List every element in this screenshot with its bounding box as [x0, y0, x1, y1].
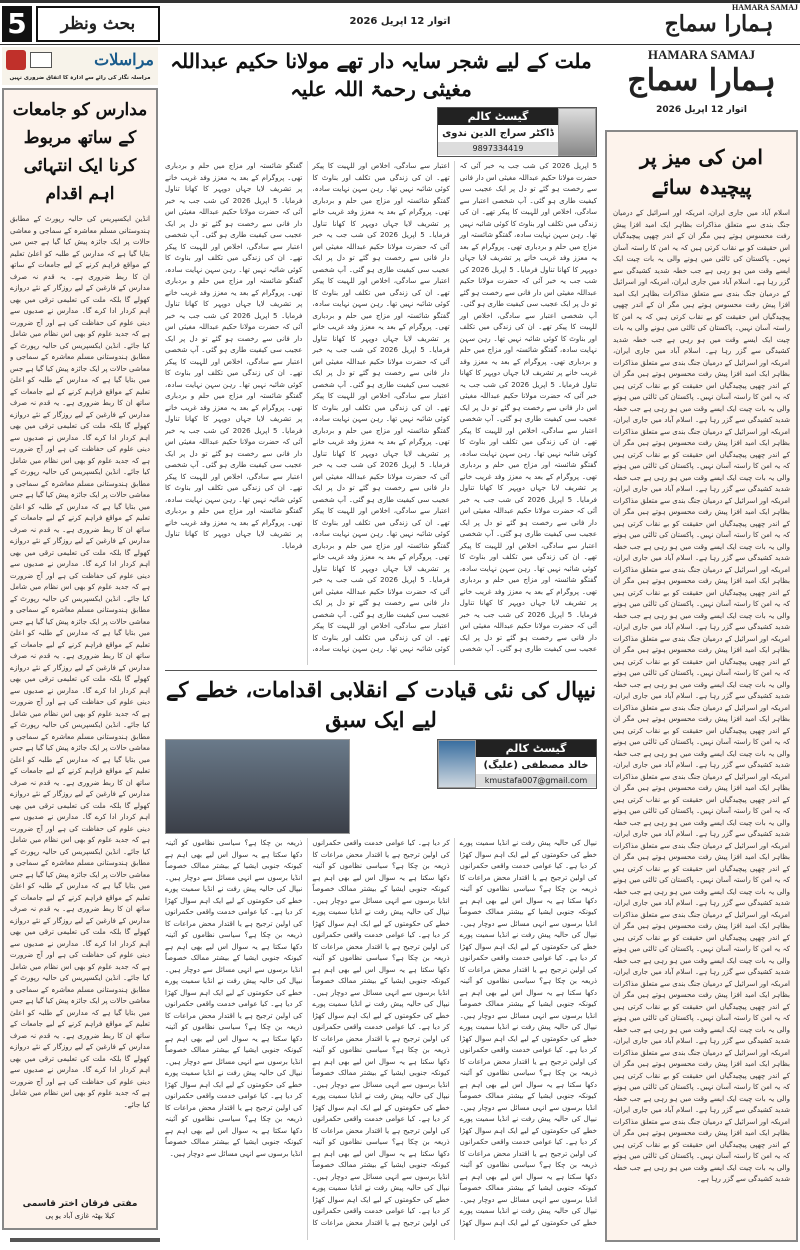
letters-banner [2, 47, 158, 85]
top-article-headline-text: ملت کے لیے شجر سایہ دار تھے مولانا حکیم عبداللہ مغیثی رحمۃ اللہ علیہ [170, 49, 592, 101]
guest-column-label: گیسٹ کالم [438, 108, 558, 125]
left-article-author-place: کیلا بھٹہ غازی آباد یو پی [45, 1212, 115, 1220]
editorial-box [605, 130, 798, 1242]
envelope-pen-icon [30, 52, 52, 68]
nepal-guest-column-box [437, 739, 597, 789]
left-article-box [2, 88, 158, 1230]
page-footer-bar [10, 1238, 160, 1242]
page-number: 5 [2, 6, 32, 42]
mailbox-icon [6, 50, 26, 70]
header-date: اتوار 12 اپریل 2026 [349, 16, 451, 27]
author-photo [558, 108, 596, 156]
editorial-headline: امن کی میز پر پیچیدہ سائے [640, 145, 763, 199]
editorial-logo [605, 47, 798, 127]
top-article-contact: 9897334419 [438, 142, 558, 155]
nepal-article-author: خالد مصطفی (علیگ) [483, 760, 589, 771]
letters-title: مراسلات [94, 50, 154, 69]
article-divider [165, 670, 597, 671]
section-title: بحث ونظر [36, 6, 160, 42]
logo-urdu: ہمارا سماج [664, 11, 774, 37]
letters-note: مراسلہ نگار کی رائے سے ادارہ کا اتفاق ضروری نہیں [9, 75, 151, 81]
left-article-headline: مدارس کو جامعات کے ساتھ مربوط کرنا ایک انتہائی اہم اقدام [12, 100, 148, 204]
author-photo [438, 740, 476, 788]
logo-english: HAMARA SAMAJ [647, 47, 756, 62]
nepal-article [165, 675, 597, 1240]
logo-english: HAMARA SAMAJ [732, 3, 798, 12]
guest-column-label: گیسٹ کالم [476, 740, 596, 757]
nepal-article-headline-text: نیپال کی نئی قیادت کے انقلابی اقدامات، خطے کے لیے ایک سبق [166, 677, 596, 732]
top-article [165, 47, 597, 665]
logo-urdu: ہمارا سماج [627, 63, 776, 98]
top-guest-row [165, 107, 597, 157]
top-article-author: ڈاکٹر سراج الدین ندوی [442, 128, 554, 139]
left-article-body: انڈین ایکسپریس کی حالیہ رپورٹ کے مطابق ہندوستانی مسلم معاشرہ کے سماجی و معاشی حالات پر ایک جائزہ پیش کیا گیا ہے جس میں بتایا گیا ہے کہ مدارس کے طلبہ کو اعلیٰ تعلیم کے مواقع فراہم کرنے کے لیے جامعات کے ساتھ ان کا ربط ضروری ہے۔ یہ قدم نہ صرف مدارس کے فارغین کے لیے روزگار کے نئے دروازے کھولے گا بلکہ ملت کی تعلیمی ترقی میں بھی اہم کردار ادا کرے گا۔ مدارس نے صدیوں سے دینی علوم کی حفاظت کی ہے اور آج ضرورت ہے کہ جدید علوم کو بھی اس نظام میں شامل کیا جائے۔ انڈین ایکسپریس کی حالیہ رپورٹ کے مطابق ہندوستانی مسلم معاشرہ کے سماجی و معاشی حالات پر ایک جائزہ پیش کیا گیا ہے جس میں بتایا گیا ہے کہ مدارس کے طلبہ کو اعلیٰ تعلیم کے مواقع فراہم کرنے کے لیے جامعات کے ساتھ ان کا ربط ضروری ہے۔ یہ قدم نہ صرف مدارس کے فارغین کے لیے روزگار کے نئے دروازے کھولے گا بلکہ ملت کی تعلیمی ترقی میں بھی اہم کردار ادا کرے گا۔ مدارس نے صدیوں سے دینی علوم کی حفاظت کی ہے اور آج ضرورت ہے کہ جدید علوم کو بھی اس نظام میں شامل کیا جائے۔ انڈین ایکسپریس کی حالیہ رپورٹ کے مطابق ہندوستانی مسلم معاشرہ کے سماجی و معاشی حالات پر ایک جائزہ پیش کیا گیا ہے جس میں بتایا گیا ہے کہ مدارس کے طلبہ کو اعلیٰ تعلیم کے مواقع فراہم کرنے کے لیے جامعات کے ساتھ ان کا ربط ضروری ہے۔ یہ قدم نہ صرف مدارس کے فارغین کے لیے روزگار کے نئے دروازے کھولے گا بلکہ ملت کی تعلیمی ترقی میں بھی اہم کردار ادا کرے گا۔ مدارس نے صدیوں سے دینی علوم کی حفاظت کی ہے اور آج ضرورت ہے کہ جدید علوم کو بھی اس نظام میں شامل کیا جائے۔ انڈین ایکسپریس کی حالیہ رپورٹ کے مطابق ہندوستانی مسلم معاشرہ کے سماجی و معاشی حالات پر ایک جائزہ پیش کیا گیا ہے جس میں بتایا گیا ہے کہ مدارس کے طلبہ کو اعلیٰ تعلیم کے مواقع فراہم کرنے کے لیے جامعات کے ساتھ ان کا ربط ضروری ہے۔ یہ قدم نہ صرف مدارس کے فارغین کے لیے روزگار کے نئے دروازے کھولے گا بلکہ ملت کی تعلیمی ترقی میں بھی اہم کردار ادا کرے گا۔ مدارس نے صدیوں سے دینی علوم کی حفاظت کی ہے اور آج ضرورت ہے کہ جدید علوم کو بھی اس نظام میں شامل کیا جائے۔ انڈین ایکسپریس کی حالیہ رپورٹ کے مطابق ہندوستانی مسلم معاشرہ کے سماجی و معاشی حالات پر ایک جائزہ پیش کیا گیا ہے جس میں بتایا گیا ہے کہ مدارس کے طلبہ کو اعلیٰ تعلیم کے مواقع فراہم کرنے کے لیے جامعات کے ساتھ ان کا ربط ضروری ہے۔ یہ قدم نہ صرف مدارس کے فارغین کے لیے روزگار کے نئے دروازے کھولے گا بلکہ ملت کی تعلیمی ترقی میں بھی اہم کردار ادا کرے گا۔ مدارس نے صدیوں سے دینی علوم کی حفاظت کی ہے اور آج ضرورت ہے کہ جدید علوم کو بھی اس نظام میں شامل کیا جائے۔ انڈین ایکسپریس کی حالیہ رپورٹ کے مطابق ہندوستانی مسلم معاشرہ کے سماجی و معاشی حالات پر ایک جائزہ پیش کیا گیا ہے جس میں بتایا گیا ہے کہ مدارس کے طلبہ کو اعلیٰ تعلیم کے مواقع فراہم کرنے کے لیے جامعات کے ساتھ ان کا ربط ضروری ہے۔ یہ قدم نہ صرف مدارس کے فارغین کے لیے روزگار کے نئے دروازے کھولے گا بلکہ ملت کی تعلیمی ترقی میں بھی اہم کردار ادا کرے گا۔ مدارس نے صدیوں سے دینی علوم کی حفاظت کی ہے اور آج ضرورت ہے کہ جدید علوم کو بھی اس نظام میں شامل کیا جائے۔ انڈین ایکسپریس کی حالیہ رپورٹ کے مطابق ہندوستانی مسلم معاشرہ کے سماجی و معاشی حالات پر ایک جائزہ پیش کیا گیا ہے جس میں بتایا گیا ہے کہ مدارس کے طلبہ کو اعلیٰ تعلیم کے مواقع فراہم کرنے کے لیے جامعات کے ساتھ ان کا ربط ضروری ہے۔ یہ قدم نہ صرف مدارس کے فارغین کے لیے روزگار کے نئے دروازے کھولے گا بلکہ ملت کی تعلیمی ترقی میں بھی اہم کردار ادا کرے گا۔ مدارس نے صدیوں سے دینی علوم کی حفاظت کی ہے اور آج ضرورت ہے کہ جدید علوم کو بھی اس نظام میں شامل کیا جائے۔ [10, 215, 150, 1109]
header-logo [640, 3, 798, 43]
editorial-body: اسلام آباد میں جاری ایران، امریکہ اور اسرائیل کے درمیان جنگ بندی سے متعلق مذاکرات بظاہر ایک امید افزا پیش رفت محسوس ہوتے ہیں مگر ان کے اندر چھپی پیچیدگیاں اس حقیقت کو بے نقاب کرتی ہیں کہ یہ امن کا راستہ آسان نہیں۔ پاکستان کی ثالثی میں ہونے والی یہ بات چیت ایک ایسے وقت میں ہو رہی ہے جب خطہ شدید کشیدگی سے گزر رہا ہے۔ اسلام آباد میں جاری ایران، امریکہ اور اسرائیل کے درمیان جنگ بندی سے متعلق مذاکرات بظاہر ایک امید افزا پیش رفت محسوس ہوتے ہیں مگر ان کے اندر چھپی پیچیدگیاں اس حقیقت کو بے نقاب کرتی ہیں کہ یہ امن کا راستہ آسان نہیں۔ پاکستان کی ثالثی میں ہونے والی یہ بات چیت ایک ایسے وقت میں ہو رہی ہے جب خطہ شدید کشیدگی سے گزر رہا ہے۔ اسلام آباد میں جاری ایران، امریکہ اور اسرائیل کے درمیان جنگ بندی سے متعلق مذاکرات بظاہر ایک امید افزا پیش رفت محسوس ہوتے ہیں مگر ان کے اندر چھپی پیچیدگیاں اس حقیقت کو بے نقاب کرتی ہیں کہ یہ امن کا راستہ آسان نہیں۔ پاکستان کی ثالثی میں ہونے والی یہ بات چیت ایک ایسے وقت میں ہو رہی ہے جب خطہ شدید کشیدگی سے گزر رہا ہے۔ اسلام آباد میں جاری ایران، امریکہ اور اسرائیل کے درمیان جنگ بندی سے متعلق مذاکرات بظاہر ایک امید افزا پیش رفت محسوس ہوتے ہیں مگر ان کے اندر چھپی پیچیدگیاں اس حقیقت کو بے نقاب کرتی ہیں کہ یہ امن کا راستہ آسان نہیں۔ پاکستان کی ثالثی میں ہونے والی یہ بات چیت ایک ایسے وقت میں ہو رہی ہے جب خطہ شدید کشیدگی سے گزر رہا ہے۔ اسلام آباد میں جاری ایران، امریکہ اور اسرائیل کے درمیان جنگ بندی سے متعلق مذاکرات بظاہر ایک امید افزا پیش رفت محسوس ہوتے ہیں مگر ان کے اندر چھپی پیچیدگیاں اس حقیقت کو بے نقاب کرتی ہیں کہ یہ امن کا راستہ آسان نہیں۔ پاکستان کی ثالثی میں ہونے والی یہ بات چیت ایک ایسے وقت میں ہو رہی ہے جب خطہ شدید کشیدگی سے گزر رہا ہے۔ اسلام آباد میں جاری ایران، امریکہ اور اسرائیل کے درمیان جنگ بندی سے متعلق مذاکرات بظاہر ایک امید افزا پیش رفت محسوس ہوتے ہیں مگر ان کے اندر چھپی پیچیدگیاں اس حقیقت کو بے نقاب کرتی ہیں کہ یہ امن کا راستہ آسان نہیں۔ پاکستان کی ثالثی میں ہونے والی یہ بات چیت ایک ایسے وقت میں ہو رہی ہے جب خطہ شدید کشیدگی سے گزر رہا ہے۔ اسلام آباد میں جاری ایران، امریکہ اور اسرائیل کے درمیان جنگ بندی سے متعلق مذاکرات بظاہر ایک امید افزا پیش رفت محسوس ہوتے ہیں مگر ان کے اندر چھپی پیچیدگیاں اس حقیقت کو بے نقاب کرتی ہیں کہ یہ امن کا راستہ آسان نہیں۔ پاکستان کی ثالثی میں ہونے والی یہ بات چیت ایک ایسے وقت میں ہو رہی ہے جب خطہ شدید کشیدگی سے گزر رہا ہے۔ اسلام آباد میں جاری ایران، امریکہ اور اسرائیل کے درمیان جنگ بندی سے متعلق مذاکرات بظاہر ایک امید افزا پیش رفت محسوس ہوتے ہیں مگر ان کے اندر چھپی پیچیدگیاں اس حقیقت کو بے نقاب کرتی ہیں کہ یہ امن کا راستہ آسان نہیں۔ پاکستان کی ثالثی میں ہونے والی یہ بات چیت ایک ایسے وقت میں ہو رہی ہے جب خطہ شدید کشیدگی سے گزر رہا ہے۔ اسلام آباد میں جاری ایران، امریکہ اور اسرائیل کے درمیان جنگ بندی سے متعلق مذاکرات بظاہر ایک امید افزا پیش رفت محسوس ہوتے ہیں مگر ان کے اندر چھپی پیچیدگیاں اس حقیقت کو بے نقاب کرتی ہیں کہ یہ امن کا راستہ آسان نہیں۔ پاکستان کی ثالثی میں ہونے والی یہ بات چیت ایک ایسے وقت میں ہو رہی ہے جب خطہ شدید کشیدگی سے گزر رہا ہے۔ اسلام آباد میں جاری ایران، امریکہ اور اسرائیل کے درمیان جنگ بندی سے متعلق مذاکرات بظاہر ایک امید افزا پیش رفت محسوس ہوتے ہیں مگر ان کے اندر چھپی پیچیدگیاں اس حقیقت کو بے نقاب کرتی ہیں کہ یہ امن کا راستہ آسان نہیں۔ پاکستان کی ثالثی میں ہونے والی یہ بات چیت ایک ایسے وقت میں ہو رہی ہے جب خطہ شدید کشیدگی سے گزر رہا ہے۔ اسلام آباد میں جاری ایران، امریکہ اور اسرائیل کے درمیان جنگ بندی سے متعلق مذاکرات بظاہر ایک امید افزا پیش رفت محسوس ہوتے ہیں مگر ان کے اندر چھپی پیچیدگیاں اس حقیقت کو بے نقاب کرتی ہیں کہ یہ امن کا راستہ آسان نہیں۔ پاکستان کی ثالثی میں ہونے والی یہ بات چیت ایک ایسے وقت میں ہو رہی ہے جب خطہ شدید کشیدگی سے گزر رہا ہے۔ اسلام آباد میں جاری ایران، امریکہ اور اسرائیل کے درمیان جنگ بندی سے متعلق مذاکرات بظاہر ایک امید افزا پیش رفت محسوس ہوتے ہیں مگر ان کے اندر چھپی پیچیدگیاں اس حقیقت کو بے نقاب کرتی ہیں کہ یہ امن کا راستہ آسان نہیں۔ پاکستان کی ثالثی میں ہونے والی یہ بات چیت ایک ایسے وقت میں ہو رہی ہے جب خطہ شدید کشیدگی سے گزر رہا ہے۔ اسلام آباد میں جاری ایران، امریکہ اور اسرائیل کے درمیان جنگ بندی سے متعلق مذاکرات بظاہر ایک امید افزا پیش رفت محسوس ہوتے ہیں مگر ان کے اندر چھپی پیچیدگیاں اس حقیقت کو بے نقاب کرتی ہیں کہ یہ امن کا راستہ آسان نہیں۔ پاکستان کی ثالثی میں ہونے والی یہ بات چیت ایک ایسے وقت میں ہو رہی ہے جب خطہ شدید کشیدگی سے گزر رہا ہے۔ اسلام آباد میں جاری ایران، امریکہ اور اسرائیل کے درمیان جنگ بندی سے متعلق مذاکرات بظاہر ایک امید افزا پیش رفت محسوس ہوتے ہیں مگر ان کے اندر چھپی پیچیدگیاں اس حقیقت کو بے نقاب کرتی ہیں کہ یہ امن کا راستہ آسان نہیں۔ پاکستان کی ثالثی میں ہونے والی یہ بات چیت ایک ایسے وقت میں ہو رہی ہے جب خطہ شدید کشیدگی سے گزر رہا ہے۔ [613, 209, 790, 1183]
nepal-article-body: نیپال کی حالیہ پیش رفت نے انڈیا سمیت پورے خطے کی حکومتوں کے لیے ایک اہم سوال کھڑا کر دیا ہے۔ کیا عوامی خدمت واقعی حکمرانوں کی اولین ترجیح ہے یا اقتدار محض مراعات کا ذریعہ بن چکا ہے؟ سیاسی نظاموں کو آئینہ دکھا سکتا ہے یہ سوال اس لیے بھی اہم ہے کیونکہ جنوبی ایشیا کے بیشتر ممالک خصوصاً انڈیا برسوں سے انہی مسائل سے دوچار ہیں۔ نیپال کی حالیہ پیش رفت نے انڈیا سمیت پورے خطے کی حکومتوں کے لیے ایک اہم سوال کھڑا کر دیا ہے۔ کیا عوامی خدمت واقعی حکمرانوں کی اولین ترجیح ہے یا اقتدار محض مراعات کا ذریعہ بن چکا ہے؟ سیاسی نظاموں کو آئینہ دکھا سکتا ہے یہ سوال اس لیے بھی اہم ہے کیونکہ جنوبی ایشیا کے بیشتر ممالک خصوصاً انڈیا برسوں سے انہی مسائل سے دوچار ہیں۔ نیپال کی حالیہ پیش رفت نے انڈیا سمیت پورے خطے کی حکومتوں کے لیے ایک اہم سوال کھڑا کر دیا ہے۔ کیا عوامی خدمت واقعی حکمرانوں کی اولین ترجیح ہے یا اقتدار محض مراعات کا ذریعہ بن چکا ہے؟ سیاسی نظاموں کو آئینہ دکھا سکتا ہے یہ سوال اس لیے بھی اہم ہے کیونکہ جنوبی ایشیا کے بیشتر ممالک خصوصاً انڈیا برسوں سے انہی مسائل سے دوچار ہیں۔ نیپال کی حالیہ پیش رفت نے انڈیا سمیت پورے خطے کی حکومتوں کے لیے ایک اہم سوال کھڑا کر دیا ہے۔ کیا عوامی خدمت واقعی حکمرانوں کی اولین ترجیح ہے یا اقتدار محض مراعات کا ذریعہ بن چکا ہے؟ سیاسی نظاموں کو آئینہ دکھا سکتا ہے یہ سوال اس لیے بھی اہم ہے کیونکہ جنوبی ایشیا کے بیشتر ممالک خصوصاً انڈیا برسوں سے انہی مسائل سے دوچار ہیں۔ نیپال کی حالیہ پیش رفت نے انڈیا سمیت پورے خطے کی حکومتوں کے لیے ایک اہم سوال کھڑا کر دیا ہے۔ کیا عوامی خدمت واقعی حکمرانوں کی اولین ترجیح ہے یا اقتدار محض مراعات کا ذریعہ بن چکا ہے؟ سیاسی نظاموں کو آئینہ دکھا سکتا ہے یہ سوال اس لیے بھی اہم ہے کیونکہ جنوبی ایشیا کے بیشتر ممالک خصوصاً انڈیا برسوں سے انہی مسائل سے دوچار ہیں۔ نیپال کی حالیہ پیش رفت نے انڈیا سمیت پورے خطے کی حکومتوں کے لیے ایک اہم سوال کھڑا کر دیا ہے۔ کیا عوامی خدمت واقعی حکمرانوں کی اولین ترجیح ہے یا اقتدار محض مراعات کا ذریعہ بن چکا ہے؟ سیاسی نظاموں کو آئینہ دکھا سکتا ہے یہ سوال اس لیے بھی اہم ہے کیونکہ جنوبی ایشیا کے بیشتر ممالک خصوصاً انڈیا برسوں سے انہی مسائل سے دوچار ہیں۔ نیپال کی حالیہ پیش رفت نے انڈیا سمیت پورے خطے کی حکومتوں کے لیے ایک اہم سوال کھڑا کر دیا ہے۔ کیا عوامی خدمت واقعی حکمرانوں کی اولین ترجیح ہے یا اقتدار محض مراعات کا ذریعہ بن چکا ہے؟ سیاسی نظاموں کو آئینہ دکھا سکتا ہے یہ سوال اس لیے بھی اہم ہے کیونکہ جنوبی ایشیا کے بیشتر ممالک خصوصاً انڈیا برسوں سے انہی مسائل سے دوچار ہیں۔ نیپال کی حالیہ پیش رفت نے انڈیا سمیت پورے خطے کی حکومتوں کے لیے ایک اہم سوال کھڑا کر دیا ہے۔ کیا عوامی خدمت واقعی حکمرانوں کی اولین ترجیح ہے یا اقتدار محض مراعات کا ذریعہ بن چکا ہے؟ سیاسی نظاموں کو آئینہ دکھا سکتا ہے یہ سوال اس لیے بھی اہم ہے کیونکہ جنوبی ایشیا کے بیشتر ممالک خصوصاً انڈیا برسوں سے انہی مسائل سے دوچار ہیں۔ نیپال کی حالیہ پیش رفت نے انڈیا سمیت پورے خطے کی حکومتوں کے لیے ایک اہم سوال کھڑا کر دیا ہے۔ کیا عوامی خدمت واقعی حکمرانوں کی اولین ترجیح ہے یا اقتدار محض مراعات کا ذریعہ بن چکا ہے؟ سیاسی نظاموں کو آئینہ دکھا سکتا ہے یہ سوال اس لیے بھی اہم ہے کیونکہ جنوبی ایشیا کے بیشتر ممالک خصوصاً انڈیا برسوں سے انہی مسائل سے دوچار ہیں۔ نیپال کی حالیہ پیش رفت نے انڈیا سمیت پورے خطے کی حکومتوں کے لیے ایک اہم سوال کھڑا کر دیا ہے۔ کیا عوامی خدمت واقعی حکمرانوں کی اولین ترجیح ہے یا اقتدار محض مراعات کا ذریعہ بن چکا ہے؟ سیاسی نظاموں کو آئینہ دکھا سکتا ہے یہ سوال اس لیے بھی اہم ہے کیونکہ جنوبی ایشیا کے بیشتر ممالک خصوصاً انڈیا برسوں سے انہی مسائل سے دوچار ہیں۔ نیپال کی حالیہ پیش رفت نے انڈیا سمیت پورے خطے کی حکومتوں کے لیے ایک اہم سوال کھڑا کر دیا ہے۔ کیا عوامی خدمت واقعی حکمرانوں کی اولین ترجیح ہے یا اقتدار محض مراعات کا ذریعہ بن چکا ہے؟ سیاسی نظاموں کو آئینہ دکھا سکتا ہے یہ سوال اس لیے بھی اہم ہے کیونکہ جنوبی ایشیا کے بیشتر ممالک خصوصاً انڈیا برسوں سے انہی مسائل سے دوچار ہیں۔ نیپال کی حالیہ پیش رفت نے انڈیا سمیت پورے خطے کی حکومتوں کے لیے ایک اہم سوال کھڑا کر دیا ہے۔ کیا عوامی خدمت واقعی حکمرانوں کی اولین ترجیح ہے یا اقتدار محض مراعات کا ذریعہ بن چکا ہے؟ سیاسی نظاموں کو آئینہ دکھا سکتا ہے یہ سوال اس لیے بھی اہم ہے کیونکہ جنوبی ایشیا کے بیشتر ممالک خصوصاً انڈیا برسوں سے انہی مسائل سے دوچار ہیں۔ [165, 839, 597, 1227]
nepal-media-row [165, 739, 597, 834]
header-rule [0, 44, 800, 45]
editorial-date: اتوار 12 اپریل 2026 [656, 105, 747, 115]
nepal-article-contact: kmustafa007@gmail.com [476, 774, 596, 787]
news-photo [165, 739, 350, 834]
top-article-body: 5 اپریل 2026 کی شب جب یہ خبر آئی کہ حضرت مولانا حکیم عبداللہ مغیثی اس دار فانی سے رخصت ہو گئے تو دل پر ایک عجیب سی کیفیت طاری ہو گئی۔ آپ شخصی اعتبار سے سادگی، اخلاص اور للہیت کا پیکر تھے۔ ان کی زندگی میں تکلف اور بناوٹ کا کوئی شائبہ نہیں تھا۔ رہن سہن نہایت سادہ، گفتگو شائستہ اور مزاج میں حلم و بردباری تھی۔ پروگرام کے بعد یہ معزز وفد غریب خانے پر تشریف لایا جہاں دوپہر کا کھانا تناول فرمایا۔ 5 اپریل 2026 کی شب جب یہ خبر آئی کہ حضرت مولانا حکیم عبداللہ مغیثی اس دار فانی سے رخصت ہو گئے تو دل پر ایک عجیب سی کیفیت طاری ہو گئی۔ آپ شخصی اعتبار سے سادگی، اخلاص اور للہیت کا پیکر تھے۔ ان کی زندگی میں تکلف اور بناوٹ کا کوئی شائبہ نہیں تھا۔ رہن سہن نہایت سادہ، گفتگو شائستہ اور مزاج میں حلم و بردباری تھی۔ پروگرام کے بعد یہ معزز وفد غریب خانے پر تشریف لایا جہاں دوپہر کا کھانا تناول فرمایا۔ 5 اپریل 2026 کی شب جب یہ خبر آئی کہ حضرت مولانا حکیم عبداللہ مغیثی اس دار فانی سے رخصت ہو گئے تو دل پر ایک عجیب سی کیفیت طاری ہو گئی۔ آپ شخصی اعتبار سے سادگی، اخلاص اور للہیت کا پیکر تھے۔ ان کی زندگی میں تکلف اور بناوٹ کا کوئی شائبہ نہیں تھا۔ رہن سہن نہایت سادہ، گفتگو شائستہ اور مزاج میں حلم و بردباری تھی۔ پروگرام کے بعد یہ معزز وفد غریب خانے پر تشریف لایا جہاں دوپہر کا کھانا تناول فرمایا۔ 5 اپریل 2026 کی شب جب یہ خبر آئی کہ حضرت مولانا حکیم عبداللہ مغیثی اس دار فانی سے رخصت ہو گئے تو دل پر ایک عجیب سی کیفیت طاری ہو گئی۔ آپ شخصی اعتبار سے سادگی، اخلاص اور للہیت کا پیکر تھے۔ ان کی زندگی میں تکلف اور بناوٹ کا کوئی شائبہ نہیں تھا۔ رہن سہن نہایت سادہ، گفتگو شائستہ اور مزاج میں حلم و بردباری تھی۔ پروگرام کے بعد یہ معزز وفد غریب خانے پر تشریف لایا جہاں دوپہر کا کھانا تناول فرمایا۔ 5 اپریل 2026 کی شب جب یہ خبر آئی کہ حضرت مولانا حکیم عبداللہ مغیثی اس دار فانی سے رخصت ہو گئے تو دل پر ایک عجیب سی کیفیت طاری ہو گئی۔ آپ شخصی اعتبار سے سادگی، اخلاص اور للہیت کا پیکر تھے۔ ان کی زندگی میں تکلف اور بناوٹ کا کوئی شائبہ نہیں تھا۔ رہن سہن نہایت سادہ، گفتگو شائستہ اور مزاج میں حلم و بردباری تھی۔ پروگرام کے بعد یہ معزز وفد غریب خانے پر تشریف لایا جہاں دوپہر کا کھانا تناول فرمایا۔ 5 اپریل 2026 کی شب جب یہ خبر آئی کہ حضرت مولانا حکیم عبداللہ مغیثی اس دار فانی سے رخصت ہو گئے تو دل پر ایک عجیب سی کیفیت طاری ہو گئی۔ آپ شخصی اعتبار سے سادگی، اخلاص اور للہیت کا پیکر تھے۔ ان کی زندگی میں تکلف اور بناوٹ کا کوئی شائبہ نہیں تھا۔ رہن سہن نہایت سادہ، گفتگو شائستہ اور مزاج میں حلم و بردباری تھی۔ پروگرام کے بعد یہ معزز وفد غریب خانے پر تشریف لایا جہاں دوپہر کا کھانا تناول فرمایا۔ 5 اپریل 2026 کی شب جب یہ خبر آئی کہ حضرت مولانا حکیم عبداللہ مغیثی اس دار فانی سے رخصت ہو گئے تو دل پر ایک عجیب سی کیفیت طاری ہو گئی۔ آپ شخصی اعتبار سے سادگی، اخلاص اور للہیت کا پیکر تھے۔ ان کی زندگی میں تکلف اور بناوٹ کا کوئی شائبہ نہیں تھا۔ رہن سہن نہایت سادہ، گفتگو شائستہ اور مزاج میں حلم و بردباری تھی۔ پروگرام کے بعد یہ معزز وفد غریب خانے پر تشریف لایا جہاں دوپہر کا کھانا تناول فرمایا۔ 5 اپریل 2026 کی شب جب یہ خبر آئی کہ حضرت مولانا حکیم عبداللہ مغیثی اس دار فانی سے رخصت ہو گئے تو دل پر ایک عجیب سی کیفیت طاری ہو گئی۔ آپ شخصی اعتبار سے سادگی، اخلاص اور للہیت کا پیکر تھے۔ ان کی زندگی میں تکلف اور بناوٹ کا کوئی شائبہ نہیں تھا۔ رہن سہن نہایت سادہ، گفتگو شائستہ اور مزاج میں حلم و بردباری تھی۔ پروگرام کے بعد یہ معزز وفد غریب خانے پر تشریف لایا جہاں دوپہر کا کھانا تناول فرمایا۔ 5 اپریل 2026 کی شب جب یہ خبر آئی کہ حضرت مولانا حکیم عبداللہ مغیثی اس دار فانی سے رخصت ہو گئے تو دل پر ایک عجیب سی کیفیت طاری ہو گئی۔ آپ شخصی اعتبار سے سادگی، اخلاص اور للہیت کا پیکر تھے۔ ان کی زندگی میں تکلف اور بناوٹ کا کوئی شائبہ نہیں تھا۔ رہن سہن نہایت سادہ، گفتگو شائستہ اور مزاج میں حلم و بردباری تھی۔ پروگرام کے بعد یہ معزز وفد غریب خانے پر تشریف لایا جہاں دوپہر کا کھانا تناول فرمایا۔ 5 اپریل 2026 کی شب جب یہ خبر آئی کہ حضرت مولانا حکیم عبداللہ مغیثی اس دار فانی سے رخصت ہو گئے تو دل پر ایک عجیب سی کیفیت طاری ہو گئی۔ آپ شخصی اعتبار سے سادگی، اخلاص اور للہیت کا پیکر تھے۔ ان کی زندگی میں تکلف اور بناوٹ کا کوئی شائبہ نہیں تھا۔ رہن سہن نہایت سادہ، گفتگو شائستہ اور مزاج میں حلم و بردباری تھی۔ پروگرام کے بعد یہ معزز وفد غریب خانے پر تشریف لایا جہاں دوپہر کا کھانا تناول فرمایا۔ 5 اپریل 2026 کی شب جب یہ خبر آئی کہ حضرت مولانا حکیم عبداللہ مغیثی اس دار فانی سے رخصت ہو گئے تو دل پر ایک عجیب سی کیفیت طاری ہو گئی۔ آپ شخصی اعتبار سے سادگی، اخلاص اور للہیت کا پیکر تھے۔ ان کی زندگی میں تکلف اور بناوٹ کا کوئی شائبہ نہیں تھا۔ رہن سہن نہایت سادہ، گفتگو شائستہ اور مزاج میں حلم و بردباری تھی۔ پروگرام کے بعد یہ معزز وفد غریب خانے پر تشریف لایا جہاں دوپہر کا کھانا تناول فرمایا۔ 5 اپریل 2026 کی شب جب یہ خبر آئی کہ حضرت مولانا حکیم عبداللہ مغیثی اس دار فانی سے رخصت ہو گئے تو دل پر ایک عجیب سی کیفیت طاری ہو گئی۔ آپ شخصی اعتبار سے سادگی، اخلاص اور للہیت کا پیکر تھے۔ ان کی زندگی میں تکلف اور بناوٹ کا کوئی شائبہ نہیں تھا۔ رہن سہن نہایت سادہ، گفتگو شائستہ اور مزاج میں حلم و بردباری تھی۔ پروگرام کے بعد یہ معزز وفد غریب خانے پر تشریف لایا جہاں دوپہر کا کھانا تناول فرمایا۔ [165, 162, 597, 653]
top-guest-column-box [437, 107, 597, 157]
left-article-author: مفتی فرقان اختر قاسمی [22, 1199, 138, 1209]
